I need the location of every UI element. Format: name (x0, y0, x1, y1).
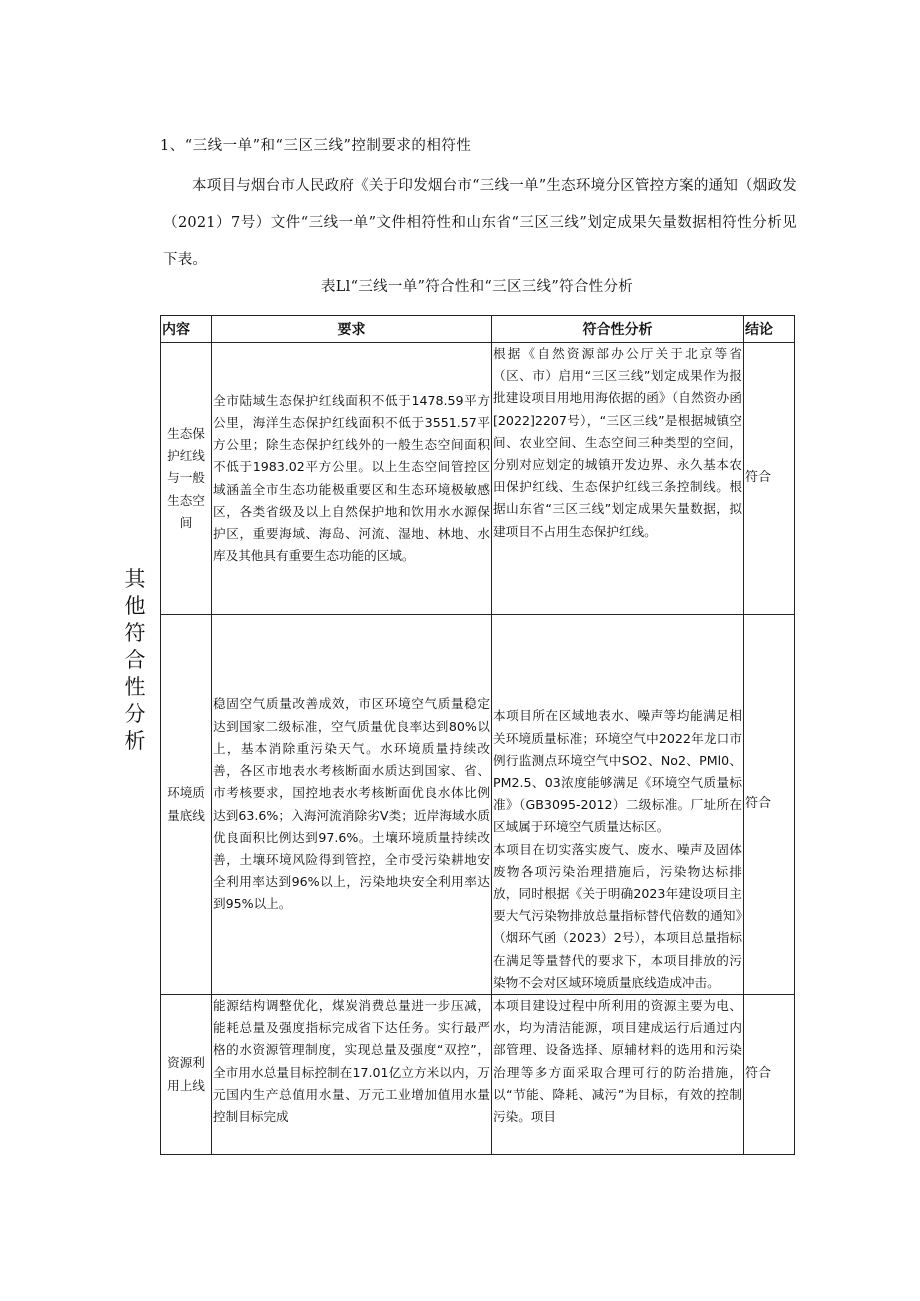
header-content: 内容 (161, 316, 212, 343)
table-caption: 表Ll“三线一单”符合性和“三区三线”符合性分析 (320, 279, 634, 295)
row-analysis-cell (492, 995, 744, 1155)
row-requirement-cell: 稳固空气质量改善成效，市区环境空气质量稳定达到国家二级标准，空气质量优良率达到80%以上，基本消除重污染天气。水环境质量持续改善，各区市地表水考核断面水质达到国家、省、市考核要求，国控地表水考核断面优良水体比例达到63.6%；入海河流消除劣V类；近岸海域水质优良面积比例达到97.6%。土壤环境质量持续改善，土壤环境风险得到管控，全市受污染耕地安全利用率达到96%以上，污染地块安全利用率达到95%以上。 (212, 615, 492, 995)
side-label: 其他符合性分析 (124, 567, 146, 753)
analysis-part-1: 本项目所在区域地表水、噪声等均能满足相关环境质量标准；环境空气中2022年龙口市例行监测点环境空气中SO2、No2、PMl0、PM2.5、03浓度能够满足《环境空气质量标准》（GB3095-2012）二级标准。厂址所在区域属于环境空气质量达标区。 (493, 708, 742, 835)
row-analysis-cell: 根据《自然资源部办公厅关于北京等省（区、市）启用“三区三线”划定成果作为报批建设项目用地用海依据的函》（自然资办函[2022]2207号），“三区三线”是根据城镇空间、农业空间、生态空间三种类型的空间，分别对应划定的城镇开发边界、永久基本农田保护红线、生态保护红线三条控制线。根据山东省“三区三线”划定成果矢量数据，拟建项目不占用生态保护红线。 (492, 343, 744, 615)
table-row (161, 615, 795, 995)
header-conclusion: 结论 (744, 316, 795, 343)
row-content-cell: 环境质量底线 (161, 615, 212, 995)
row-content-cell: 生态保护红线与一般生态空间 (161, 343, 212, 615)
analysis-part-2: 本项目在切实落实废气、废水、噪声及固体废物各项污染治理措施后，污染物达标排放，同时根据《关于明确2023年建设项目主要大气污染物排放总量指标替代倍数的通知》（烟环气函（2023）2号），本项目总量指标在满足等量替代的要求下，本项目排放的污染物不会对区域环境质量底线造成冲击。 (493, 841, 742, 990)
compliance-table (160, 315, 795, 1155)
header-analysis: 符合性分析 (492, 316, 744, 343)
row-conclusion-cell: 符合 (744, 995, 795, 1155)
table-row (161, 995, 795, 1155)
requirement-text: 能源结构调整优化，煤炭消费总量进一步压减，能耗总量及强度指标完成省下达任务。实行最严格的水资源管理制度，实现总量及强度“双控”，全市用水总量目标控制在17.01亿立方米以内，万元国内生产总值用水量、万元工业增加值用水量控制目标完成 (213, 998, 490, 1125)
row-conclusion-cell: 符合 (744, 343, 795, 615)
row-analysis-cell (492, 615, 744, 995)
section-heading: 1、“三线一单”和“三区三线”控制要求的相符性 (160, 138, 472, 154)
row-requirement-cell: 全市陆域生态保护红线面积不低于1478.59平方公里，海洋生态保护红线面积不低于3551.57平方公里；除生态保护红线外的一般生态空间面积不低于1983.02平方公里。以上生态空间管控区域涵盖全市生态功能极重要区和生态环境极敏感区，各类省级及以上自然保护地和饮用水水源保护区，重要海域、海岛、河流、湿地、林地、水库及其他具有重要生态功能的区域。 (212, 343, 492, 615)
intro-paragraph: 本项目与烟台市人民政府《关于印发烟台市“三线一单”生态环境分区管控方案的通知（烟政发（2021）7号）文件“三线一单”文件相符性和山东省“三区三线”划定成果矢量数据相符性分析见下表。 (163, 178, 797, 268)
header-requirement: 要求 (212, 316, 492, 343)
row-conclusion-cell: 符合 (744, 615, 795, 995)
row-requirement-cell (212, 995, 492, 1155)
table-header-row (161, 316, 795, 343)
row-content-cell: 资源利用上线 (161, 995, 212, 1155)
table-row (161, 343, 795, 615)
analysis-text: 本项目建设过程中所利用的资源主要为电、水，均为清洁能源，项目建成运行后通过内部管理、设备选择、原辅材料的选用和污染治理等多方面采取合理可行的防治措施，以“节能、降耗、减污”为目标，有效的控制污染。项目 (493, 998, 742, 1125)
